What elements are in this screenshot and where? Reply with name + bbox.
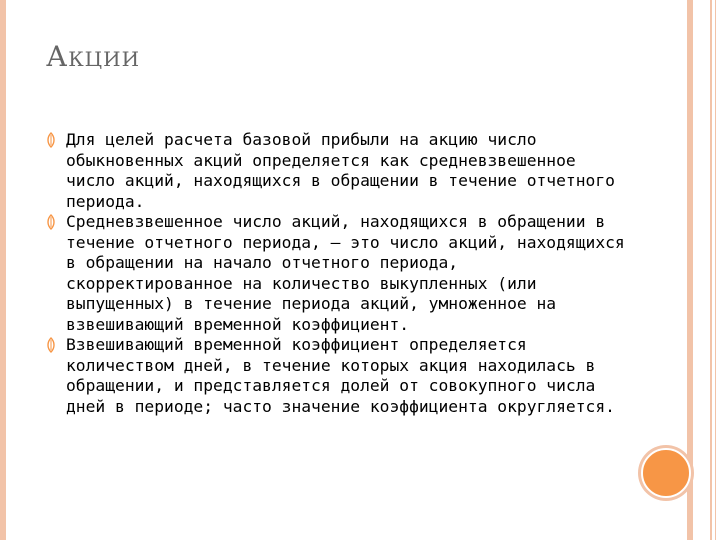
leaf-bullet-icon xyxy=(45,337,57,353)
slide-border-outer-line xyxy=(715,0,716,540)
slide-border-line xyxy=(710,0,712,540)
bullet-item xyxy=(45,212,625,335)
bullet-item xyxy=(45,130,625,212)
decorative-orange-circle xyxy=(641,448,691,498)
bullet-text: Взвешивающий временной коэффициент определяется количеством дней, в течение которых акция находилась в обращении, и представляется долей от совокупного числа дней в периоде; часто значение коэффициента округляется. xyxy=(66,335,615,416)
bullet-text: Для целей расчета базовой прибыли на акцию число обыкновенных акций определяется как средневзвешенное число акций, находящихся в обращении в течение отчетного периода. xyxy=(66,130,615,211)
bullet-item xyxy=(45,335,625,417)
bullet-list xyxy=(45,130,625,417)
leaf-bullet-icon xyxy=(45,132,57,148)
leaf-bullet-icon xyxy=(45,214,57,230)
slide-title: Акции xyxy=(46,40,141,73)
bullet-text: Средневзвешенное число акций, находящихся в обращении в течение отчетного периода, – это число акций, находящихся в обращении на начало отчетного периода, скорректированное на количество выкупленных (или выпущенных) в течение периода акций, умноженное на взвешивающий временной коэффициент. xyxy=(66,212,625,334)
